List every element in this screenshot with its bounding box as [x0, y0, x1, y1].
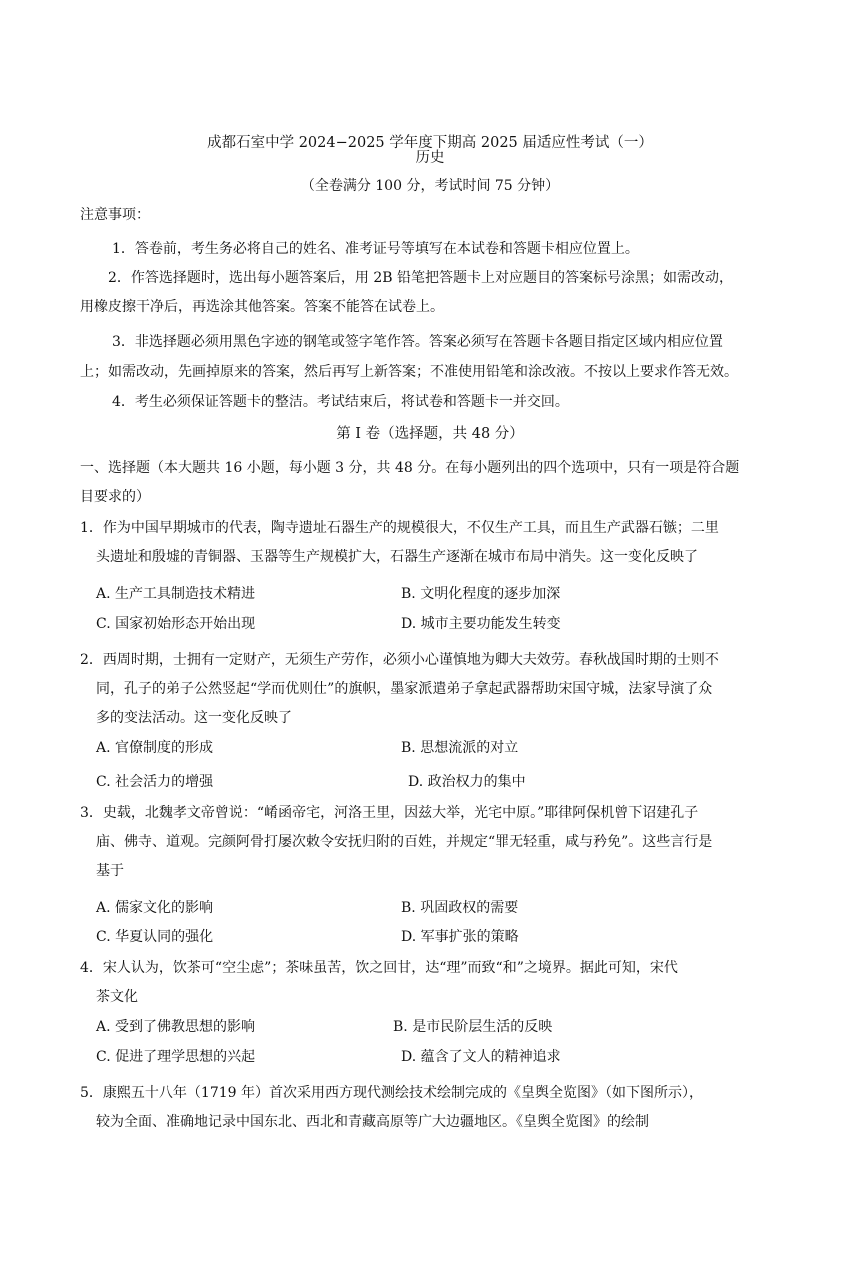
q3-option-c: C. 华夏认同的强化: [96, 929, 214, 945]
question-5: 5．康熙五十八年（1719 年）首次采用西方现代测绘技术绘制完成的《皇舆全览图》（如下图所示），: [80, 1085, 703, 1101]
q3-option-d: D. 军事扩张的策略: [401, 929, 519, 945]
notice-item-4: 4．考生必须保证答题卡的整洁。考试结束后，将试卷和答题卡一并交回。: [112, 394, 569, 410]
part-one-title: 第 I 卷（选择题，共 48 分）: [336, 426, 524, 442]
q4-option-c: C. 促进了理学思想的兴起: [96, 1049, 256, 1065]
q2-option-a: A. 官僚制度的形成: [96, 740, 214, 756]
q1-option-b: B. 文明化程度的逐步加深: [401, 586, 561, 602]
q1-option-d: D. 城市主要功能发生转变: [401, 616, 561, 632]
q3-option-a: A. 儒家文化的影响: [96, 900, 214, 916]
q2-option-b: B. 思想流派的对立: [401, 740, 519, 756]
q2-option-d: D. 政治权力的集中: [408, 774, 526, 790]
section-instructions: 一、选择题（本大题共 16 小题，每小题 3 分，共 48 分。在每小题列出的四个选项中，只有一项是符合题: [80, 460, 740, 476]
q3-option-b: B. 巩固政权的需要: [401, 900, 519, 916]
score-note: （全卷满分 100 分，考试时间 75 分钟）: [300, 178, 560, 194]
question-2: 2．西周时期，士拥有一定财产，无须生产劳作，必须小心谨慎地为卿大夫效劳。春秋战国时期的士则不: [80, 652, 719, 668]
question-1: 1．作为中国早期城市的代表，陶寺遗址石器生产的规模很大，不仅生产工具，而且生产武器石镞；二里: [80, 520, 719, 536]
exam-title: 成都石室中学 2024−2025 学年度下期高 2025 届适应性考试（一）: [207, 135, 653, 151]
q1-option-a: A. 生产工具制造技术精进: [96, 586, 256, 602]
notice-label: 注意事项：: [80, 207, 150, 223]
question-4: 4．宋人认为，饮茶可“空尘虑”；茶味虽苦，饮之回甘，达“理”而致“和”之境界。据此可知，宋代: [80, 960, 678, 976]
question-3: 3．史载，北魏孝文帝曾说：“崤函帝宅，河洛王里，因兹大举，光宅中原。”耶律阿保机曾下诏建孔子: [80, 805, 699, 821]
question-2-cont: 同，孔子的弟子公然竖起“学而优则仕”的旗帜，墨家派遣弟子拿起武器帮助宋国守城，法家导演了众: [96, 681, 713, 697]
question-2-cont-2: 多的变法活动。这一变化反映了: [96, 710, 292, 726]
q4-option-a: A. 受到了佛教思想的影响: [96, 1019, 256, 1035]
notice-item-3-cont: 上；如需改动，先画掉原来的答案，然后再写上新答案；不准使用铅笔和涂改液。不按以上要求作答无效。: [80, 364, 738, 380]
q4-option-d: D. 蕴含了文人的精神追求: [401, 1049, 561, 1065]
q2-option-c: C. 社会活力的增强: [96, 774, 214, 790]
q4-option-b: B. 是市民阶层生活的反映: [393, 1019, 553, 1035]
notice-item-2: 2．作答选择题时，选出每小题答案后，用 2B 铅笔把答题卡上对应题目的答案标号涂黑；如需改动，: [108, 270, 734, 286]
q1-option-c: C. 国家初始形态开始出现: [96, 616, 256, 632]
notice-item-1: 1．答卷前，考生务必将自己的姓名、准考证号等填写在本试卷和答题卡相应位置上。: [112, 241, 639, 257]
question-3-cont-2: 基于: [96, 863, 124, 879]
notice-item-2-cont: 用橡皮擦干净后，再选涂其他答案。答案不能答在试卷上。: [80, 299, 444, 315]
subject-title: 历史: [415, 150, 445, 166]
section-instructions-cont: 目要求的）: [80, 489, 150, 505]
notice-item-3: 3．非选择题必须用黑色字迹的钢笔或签字笔作答。答案必须写在答题卡各题目指定区域内相应位置: [112, 334, 723, 350]
question-3-cont: 庙、佛寺、道观。完颜阿骨打屡次敕令安抚归附的百姓，并规定“罪无轻重，咸与矜免”。这些言行是: [96, 834, 713, 850]
question-4-cont: 茶文化: [96, 989, 138, 1005]
question-5-cont: 较为全面、准确地记录中国东北、西北和青藏高原等广大边疆地区。《皇舆全览图》的绘制: [96, 1114, 649, 1130]
question-1-cont: 头遗址和殷墟的青铜器、玉器等生产规模扩大，石器生产逐渐在城市布局中消失。这一变化反映了: [96, 549, 698, 565]
